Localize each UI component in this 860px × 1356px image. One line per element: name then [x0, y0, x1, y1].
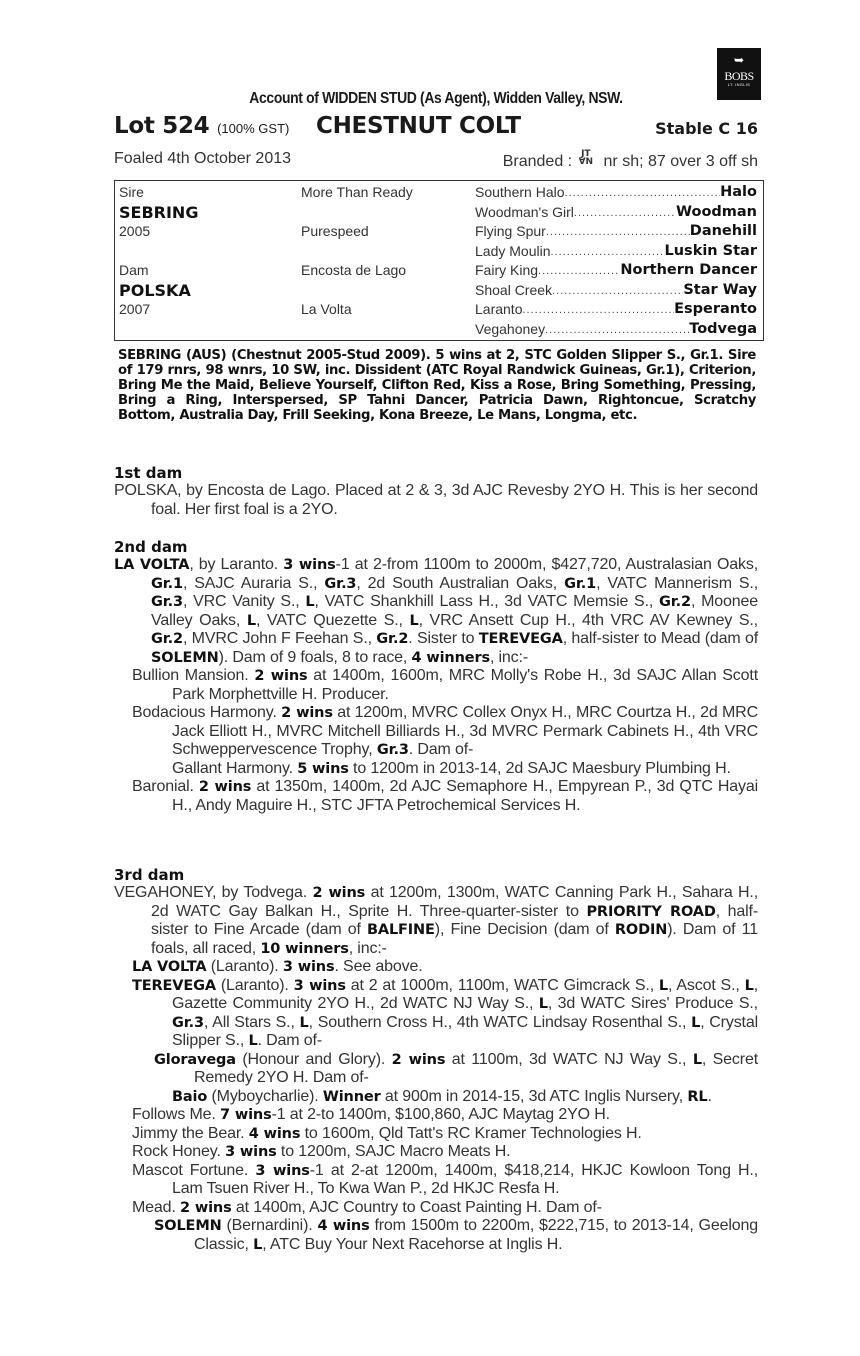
text: , ATC Buy Your Next Racehorse at Inglis H.: [262, 1235, 563, 1253]
first-dam-text: POLSKA, by Encosta de Lago. Placed at 2 & 3, 3d AJC Revesby 2YO H. This is her second foal. Her first foal is a 2YO.: [114, 482, 758, 518]
text: at 1400m, 1600m, MRC Molly's Robe H., 3d SAJC Allan Scott Park Morphettville H. Producer.: [172, 667, 759, 703]
stable-number: Stable C 16: [655, 119, 758, 138]
leader-dots: [545, 321, 689, 340]
wins: 3 wins: [225, 1144, 277, 1160]
leader-dots: [522, 301, 674, 320]
leader-dots: [574, 204, 676, 223]
sire-sire: More Than Ready: [301, 184, 413, 200]
ggp-sire: Halo: [720, 184, 757, 200]
text: . Sister to: [408, 630, 479, 647]
wins: 5 wins: [297, 760, 349, 777]
third-dam-section: [114, 866, 758, 1254]
text: ). Dam of 9 foals, 8 to race,: [218, 648, 412, 666]
progeny-entry: [114, 704, 758, 760]
great-grandparent: [475, 243, 757, 262]
horse-name: BALFINE: [366, 922, 435, 938]
lot-label: Lot 524: [114, 113, 210, 139]
great-grandparent: [475, 282, 757, 301]
text: , All Stars S.,: [203, 1013, 300, 1031]
text: , inc:-: [489, 648, 529, 666]
text: , by Laranto.: [189, 556, 284, 573]
horse-name: RODIN: [614, 922, 668, 938]
dam-label: Dam: [119, 262, 149, 278]
progeny-entry: [114, 1217, 758, 1254]
logo-brand: BOBS: [724, 69, 754, 83]
second-dam-section: [114, 538, 758, 815]
text: , Southern Cross H., 4th WATC Lindsay Rosenthal S.,: [308, 1013, 692, 1031]
text: to 1600m, Qld Tatt's RC Kramer Technologies H.: [300, 1124, 642, 1142]
wins: 3 wins: [255, 1162, 310, 1179]
horse-name: VEGAHONEY, by Todvega.: [114, 884, 313, 901]
ggp-sire: Woodman: [676, 203, 757, 220]
text: to 1200m, SAJC Macro Meats H.: [276, 1143, 511, 1160]
horse-name: Rock Honey.: [132, 1143, 226, 1160]
text: from 1500m to 2200m, $222,715, to 2013-14, Geelong Classic,: [194, 1217, 758, 1253]
horse-name: Jimmy the Bear.: [132, 1124, 249, 1142]
listed: L: [299, 1014, 309, 1031]
listed: L: [409, 612, 419, 629]
sire-label: Sire: [119, 184, 144, 200]
branded-label: Branded :: [502, 153, 573, 170]
horse-name: SOLEMN: [151, 649, 219, 666]
wins: 2 wins: [254, 668, 308, 684]
text: , SAJC Auraria S.,: [182, 574, 325, 592]
third-dam-text: [114, 884, 758, 958]
gst-note: (100% GST): [217, 121, 290, 136]
pedigree-row: [115, 301, 763, 321]
pedigree-row: [115, 262, 763, 282]
listed: L: [246, 612, 256, 629]
horse-name: Gallant Harmony.: [172, 759, 298, 777]
section-heading: 2nd dam: [114, 538, 188, 556]
text: , VRC Ansett Cup H., 4th VRC AV Kewney S.,: [418, 611, 758, 629]
lot-number: [114, 113, 289, 139]
progeny-entry: [114, 1088, 758, 1107]
text: .: [707, 1087, 712, 1105]
great-grandparent: [475, 223, 757, 242]
horse-name: LA VOLTA: [132, 959, 207, 975]
progeny-entry: [114, 958, 758, 977]
listed: L: [744, 977, 754, 994]
wins: 3 wins: [282, 959, 335, 975]
progeny-entry: [114, 760, 758, 779]
first-dam-section: [114, 464, 758, 519]
text: (Laranto).: [206, 958, 283, 975]
horse-name: SOLEMN: [154, 1218, 222, 1234]
sire-dam: Purespeed: [301, 223, 369, 239]
ggp-sire: Esperanto: [674, 301, 757, 317]
text: -1 at 2-from 1100m to 2000m, $427,720, Australasian Oaks,: [335, 556, 759, 573]
grade: Gr.3: [151, 594, 183, 610]
grade: Gr.3: [172, 1014, 204, 1031]
pedigree-table: [114, 180, 764, 341]
dam-name: POLSKA: [119, 280, 191, 300]
pedigree-row: [115, 243, 763, 263]
progeny-entry: [114, 1125, 758, 1144]
ggp-sire: Northern Dancer: [620, 262, 757, 278]
foaled-date: Foaled 4th October 2013: [114, 150, 292, 167]
dam-year: 2007: [119, 301, 151, 317]
section-heading: 1st dam: [114, 464, 183, 482]
great-grandparent: [475, 184, 757, 203]
leader-dots: [546, 223, 690, 242]
progeny-entry: [114, 1162, 758, 1199]
wins: 7 wins: [220, 1107, 272, 1123]
lot-line: [114, 113, 758, 143]
horse-name: Baronial.: [132, 778, 199, 795]
text: at 1200m, MVRC Collex Onyx H., MRC Courtza H., 2d MRC Jack Elliott H., MVRC Mitchell Billiards H., 3d MVRC Permark Cabinets H., 4th VRC Schweppervescence Trophy,: [172, 704, 758, 758]
text: at 1200m, 1300m, WATC Canning Park H., Sahara H., 2d WATC Gay Balkan H., Sprite H. Three-quarter-sister to: [151, 884, 758, 920]
listed: L: [692, 1051, 702, 1068]
wins: 2 wins: [198, 779, 252, 795]
ggp-sire: Danehill: [689, 223, 757, 239]
text: . Dam of-: [408, 741, 474, 758]
winners: 10 winners: [260, 940, 349, 957]
brand-mark-icon: [579, 150, 594, 166]
lot-title: CHESTNUT COLT: [316, 113, 521, 139]
text: at 1400m, AJC Country to Coast Painting H. Dam of-: [231, 1198, 602, 1216]
logo-subtitle: LT. INGLIS: [727, 82, 751, 87]
section-heading: 3rd dam: [114, 866, 185, 884]
text: at 900m in 2014-15, 3d ATC Inglis Nursery,: [380, 1087, 688, 1105]
wins: 2 wins: [180, 1199, 232, 1216]
progeny-entry: [114, 1106, 758, 1125]
horse-name: Gloravega: [154, 1051, 236, 1068]
brand-info: [503, 150, 758, 171]
dam-dam: La Volta: [301, 301, 352, 317]
grade: Gr.3: [324, 575, 357, 592]
brand-bottom: ⱯN: [578, 157, 594, 167]
text: , inc:-: [348, 939, 387, 957]
listed: L: [538, 996, 548, 1012]
grade: Gr.3: [376, 742, 409, 758]
text: . See above.: [334, 958, 423, 975]
ggp-sire: Todvega: [689, 320, 757, 337]
foal-line: [114, 150, 758, 172]
ggp-name: Woodman's Girl: [475, 203, 574, 220]
text: (Myboycharlie).: [207, 1087, 323, 1105]
text: (Laranto).: [215, 976, 294, 994]
horse-name: Mascot Fortune.: [132, 1161, 256, 1179]
text: at 1350m, 1400m, 2d AJC Semaphore H., Empyrean P., 3d QTC Hayai H., Andy Maguire H., STC JFTA Petrochemical Services H.: [172, 778, 758, 814]
dam-sire: Encosta de Lago: [301, 262, 407, 278]
leader-dots: [552, 282, 683, 301]
text: , 3d WATC Sires' Produce S.,: [547, 995, 758, 1012]
horse-name: Bullion Mansion.: [132, 667, 255, 684]
listed: L: [248, 1033, 258, 1049]
horse-name: Baio: [172, 1088, 208, 1105]
wins: 2 wins: [391, 1051, 446, 1068]
text: , Gazette Community 2YO H., 2d WATC NJ Way S.,: [172, 976, 758, 1012]
text: , VATC Shankhill Lass H., 3d VATC Memsie S.,: [314, 593, 659, 610]
wins: 3 wins: [293, 977, 346, 994]
pedigree-row: [115, 282, 763, 302]
great-grandparent: [475, 321, 757, 340]
text: , VATC Mannerism S.,: [596, 574, 758, 592]
text: at 2 at 1000m, 1100m, WATC Gimcrack S.,: [345, 976, 659, 994]
grade: Gr.2: [376, 631, 409, 647]
text: , MVRC John F Feehan S.,: [182, 630, 377, 647]
wins: 3 wins: [283, 557, 336, 573]
pedigree-row: [115, 184, 763, 204]
pedigree-row: [115, 321, 763, 341]
pedigree-row: [115, 223, 763, 243]
grade: Gr.1: [564, 575, 597, 592]
horse-name: PRIORITY ROAD: [586, 903, 716, 920]
text: , VRC Vanity S.,: [182, 593, 306, 610]
grade: Gr.2: [151, 631, 183, 647]
ggp-name: Laranto: [475, 301, 523, 317]
text: , Secret Remedy 2YO H. Dam of-: [194, 1050, 758, 1086]
text: (Bernardini).: [221, 1217, 318, 1234]
horse-name: LA VOLTA: [114, 557, 190, 573]
progeny-entry: [114, 667, 758, 704]
text: ), Fine Decision (dam of: [434, 921, 615, 938]
ggp-sire: Star Way: [683, 281, 757, 298]
text: , 2d South Australian Oaks,: [356, 574, 565, 592]
branded-detail: nr sh; 87 over 3 off sh: [603, 153, 758, 170]
text: , half-sister to Fine Arcade (dam of: [151, 902, 758, 938]
wins: 2 wins: [312, 885, 366, 901]
leader-dots: [551, 243, 665, 262]
horse-name: TEREVEGA: [132, 977, 216, 994]
ggp-name: Vegahoney: [475, 320, 546, 337]
ggp-name: Southern Halo: [475, 184, 565, 200]
wins: 4 wins: [317, 1218, 370, 1234]
horse-name: Follows Me.: [132, 1106, 220, 1123]
text: . Dam of-: [257, 1032, 323, 1049]
listed: RL: [687, 1088, 708, 1105]
progeny-entry: [114, 1051, 758, 1088]
text: -1 at 2-at 1200m, 1400m, $418,214, HKJC Kowloon Tong H., Lam Tsuen River H., To Kwa Wan P., 2d HKJC Resfa H.: [172, 1161, 759, 1197]
ggp-name: Shoal Creek: [475, 281, 553, 298]
listed: L: [658, 977, 669, 994]
progeny-entry: [114, 1199, 758, 1218]
listed: L: [305, 594, 315, 610]
pedigree-row: [115, 204, 763, 224]
winners: 4 winners: [411, 649, 490, 666]
wins: 4 wins: [248, 1125, 301, 1142]
sire-summary: SEBRING (AUS) (Chestnut 2005-Stud 2009). 5 wins at 2, STC Golden Slipper S., Gr.1. Sire of 179 rnrs, 98 wnrs, 10 SW, inc. Dissident (ATC Royal Randwick Guineas, Gr.1), Criterion, Bring Me the Maid, Believe Yourself, Clifton Red, Kiss a Rose, Bring Something, Pressing, Bring a Ring, Interspersed, SP Tahni Dancer, Patricia Dawn, Rightoncue, Scratchy Bottom, Australia Day, Frill Seeking, Kona Breeze, Le Mans, Longma, etc.: [118, 348, 756, 423]
vendor-account: Account of WIDDEN STUD (As Agent), Widden Valley, NSW.: [249, 90, 623, 107]
leader-dots: [565, 184, 721, 203]
bird-icon: ➥: [733, 53, 745, 67]
great-grandparent: [475, 262, 757, 281]
progeny-entry: [114, 977, 758, 1051]
text: at 1100m, 3d WATC NJ Way S.,: [445, 1050, 693, 1068]
progeny-entry: [114, 778, 758, 815]
brand-top: JT: [581, 149, 591, 159]
text: , Crystal Slipper S.,: [172, 1013, 759, 1049]
text: , VATC Quezette S.,: [255, 611, 410, 629]
text: -1 at 2-to 1400m, $100,860, AJC Maytag 2YO H.: [271, 1106, 610, 1123]
sire-name: SEBRING: [119, 202, 199, 222]
wins: 2 wins: [281, 705, 333, 721]
ggp-name: Lady Moulin: [475, 242, 551, 259]
great-grandparent: [475, 301, 757, 320]
text: (Honour and Glory).: [235, 1050, 392, 1068]
horse-name: TEREVEGA: [478, 631, 563, 647]
second-dam-text: [114, 556, 758, 667]
text: , Moonee Valley Oaks,: [151, 593, 758, 629]
text: , Ascot S.,: [668, 976, 745, 994]
listed: L: [253, 1236, 263, 1253]
grade: Gr.2: [658, 594, 691, 610]
ggp-name: Fairy King: [475, 262, 539, 278]
great-grandparent: [475, 204, 757, 223]
text: to 1200m in 2013-14, 2d SAJC Maesbury Plumbing H.: [348, 759, 731, 777]
sire-year: 2005: [119, 223, 151, 239]
leader-dots: [538, 262, 620, 281]
horse-name: Mead.: [132, 1198, 181, 1216]
text: ). Dam of 11 foals, all raced,: [151, 921, 758, 957]
ggp-name: Flying Spur: [475, 223, 546, 239]
progeny-entry: [114, 1143, 758, 1162]
ggp-sire: Luskin Star: [664, 242, 757, 259]
wins: Winner: [322, 1088, 381, 1105]
horse-name: Bodacious Harmony.: [132, 704, 282, 721]
text: , half-sister to Mead (dam of: [562, 630, 758, 647]
grade: Gr.1: [151, 575, 183, 592]
listed: L: [691, 1014, 701, 1031]
